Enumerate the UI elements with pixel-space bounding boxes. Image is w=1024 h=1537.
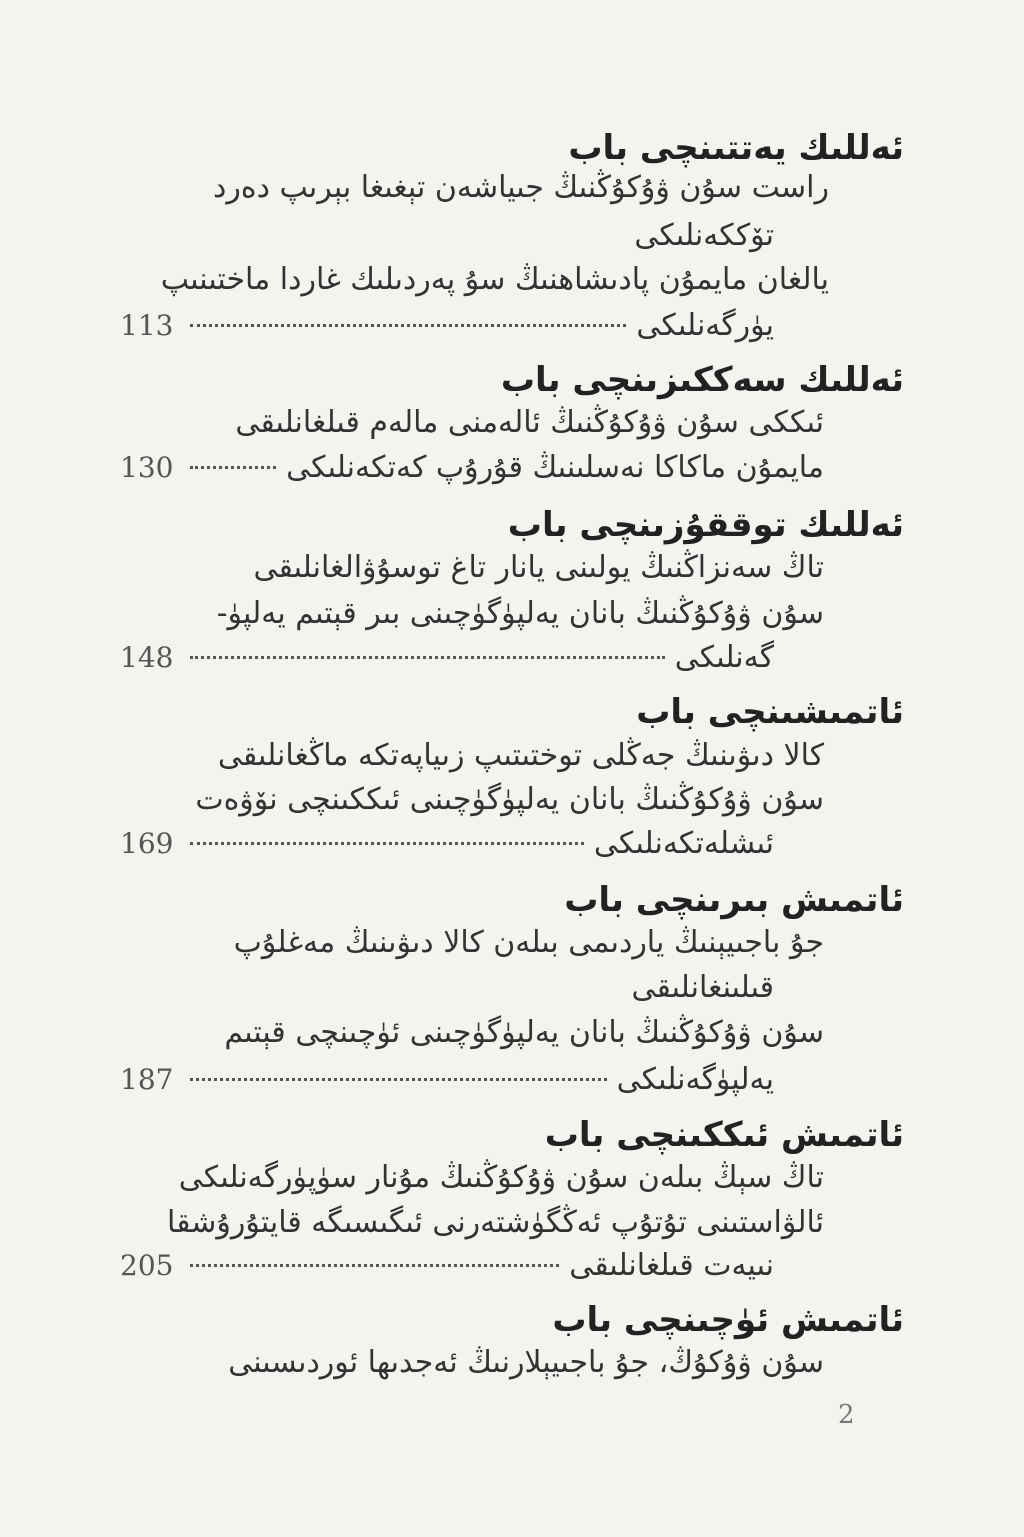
toc-line: يەلپۈگەنلىكى [616, 1062, 774, 1097]
toc-entry-with-page [120, 1062, 774, 1097]
page-number: 2 [838, 1400, 855, 1430]
dot-leader [190, 1264, 559, 1267]
chapter-title: ئەللىك يەتتىنچى باب [568, 128, 904, 168]
chapter-title: ئەللىك توققۇزىنچى باب [507, 505, 904, 545]
chapter-title: ئاتمىش ئۈچىنچى باب [552, 1300, 904, 1340]
toc-line: سۇن ۋۇكۇڭنىڭ بانان يەلپۈگۈچىنى ئىككىنچى نۆۋەت [195, 782, 824, 817]
toc-line: تاڭ سەنزاڭنىڭ يولىنى يانار تاغ توسۇۋالغانلىقى [253, 550, 824, 585]
toc-line: كالا دىۋىنىڭ جەڭلى توختىتىپ زىياپەتكە ماڭغانلىقى [217, 738, 824, 773]
dot-leader [190, 1078, 607, 1081]
chapter-title: ئەللىك سەككىزىنچى باب [500, 360, 904, 400]
chapter-title: ئاتمىشىنچى باب [636, 692, 904, 732]
dot-leader [190, 656, 665, 659]
toc-entry-with-page [120, 308, 774, 343]
toc-entry-with-page [120, 640, 774, 675]
page-ref: 148 [120, 641, 174, 674]
page-ref: 187 [120, 1063, 174, 1096]
toc-entry-with-page [120, 450, 824, 485]
page-ref: 130 [120, 451, 174, 484]
toc-line: ئىشلەتكەنلىكى [593, 826, 774, 861]
toc-line: نىيەت قىلغانلىقى [569, 1248, 774, 1283]
toc-entry-with-page [120, 826, 774, 861]
toc-line: سۇن ۋۇكۇڭنىڭ بانان يەلپۈگۈچىنى بىر قېتىم يەلپۈ- [216, 596, 824, 631]
toc-line: يۈرگەنلىكى [636, 308, 774, 343]
toc-line: تۆككەنلىكى [634, 218, 774, 253]
toc-line: مايمۇن ماكاكا نەسلىنىڭ قۇرۇپ كەتكەنلىكى [286, 450, 824, 485]
toc-line: راست سۇن ۋۇكۇڭنىڭ جىياشەن تېغىغا بېرىپ دەرد [213, 170, 829, 205]
toc-entry-with-page [120, 1248, 774, 1283]
toc-line: يالغان مايمۇن پادىشاھنىڭ سۇ پەردىلىك غاردا ماختىنىپ [160, 262, 829, 297]
toc-line: تاڭ سېڭ بىلەن سۇن ۋۇكۇڭنىڭ مۇنار سۈپۈرگەنلىكى [178, 1160, 824, 1195]
chapter-title: ئاتمىش بىرىنچى باب [564, 880, 904, 920]
page-ref: 113 [120, 309, 174, 342]
toc-line: ئالۋاستىنى تۇتۇپ ئەڭگۈشتەرنى ئىگىسىگە قايتۇرۇشقا [166, 1205, 824, 1240]
chapter-title: ئاتمىش ئىككىنچى باب [544, 1115, 904, 1155]
toc-line: قىلىنغانلىقى [631, 970, 774, 1005]
page-ref: 169 [120, 827, 174, 860]
toc-line: سۇن ۋۇكۇڭنىڭ بانان يەلپۈگۈچىنى ئۈچىنچى قېتىم [224, 1015, 824, 1050]
dot-leader [190, 324, 626, 327]
toc-line: گەنلىكى [674, 640, 774, 675]
dot-leader [190, 842, 584, 845]
toc-line: سۇن ۋۇكۇڭ، جۇ باجىيېلارنىڭ ئەجدىها ئوردىسىنى [228, 1345, 824, 1380]
toc-line: ئىككى سۇن ۋۇكۇڭنىڭ ئالەمنى مالەم قىلغانلىقى [235, 405, 824, 440]
toc-line: جۇ باجىيېنىڭ ياردىمى بىلەن كالا دىۋىنىڭ مەغلۇپ [233, 925, 824, 960]
dot-leader [190, 466, 276, 469]
page-ref: 205 [120, 1249, 174, 1282]
